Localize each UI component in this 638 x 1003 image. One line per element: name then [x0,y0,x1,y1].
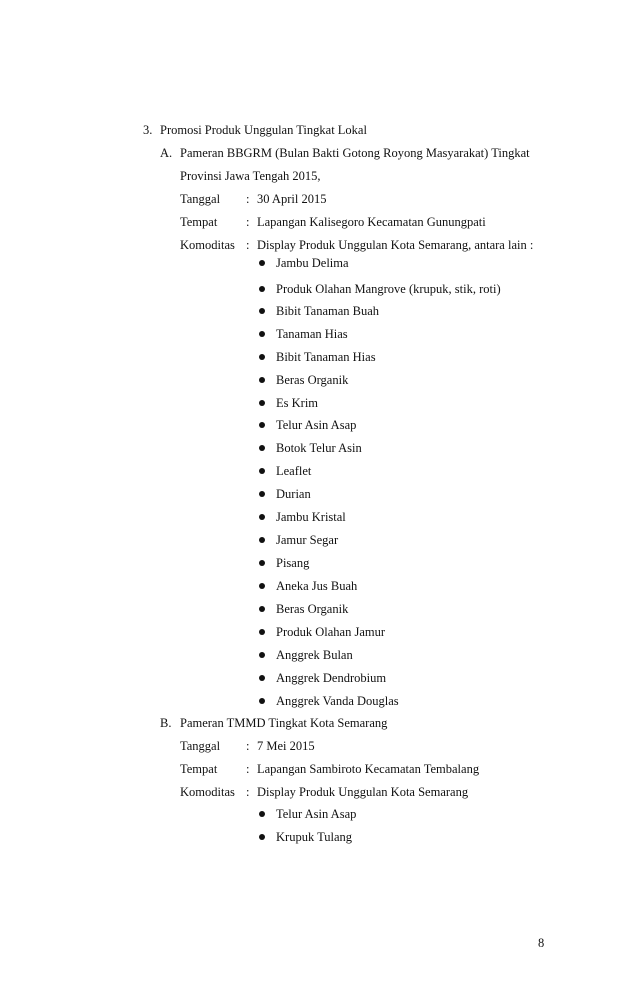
bullet-icon [259,354,265,360]
item-b-tanggal-value: 7 Mei 2015 [257,739,315,753]
bullet-icon [259,400,265,406]
item-a-komoditas-colon: : [246,238,250,252]
bullet-icon [259,560,265,566]
bullet-icon [259,652,265,658]
bullet-icon [259,514,265,520]
item-a-tanggal-label: Tanggal [180,192,221,206]
bullet-icon [259,286,265,292]
item-a-title-line1: Pameran BBGRM (Bulan Bakti Gotong Royong Masyarakat) Tingkat [180,146,530,160]
bullet-icon [259,260,265,266]
item-b-komoditas-label: Komoditas [180,785,235,799]
section-title: Promosi Produk Unggulan Tingkat Lokal [160,123,367,137]
item-a-tempat-label: Tempat [180,215,218,229]
item-b-tanggal-colon: : [246,739,250,753]
item-a-komoditas-value: Display Produk Unggulan Kota Semarang, antara lain : [257,238,534,252]
section-number: 3. [143,123,153,137]
bullet-icon [259,377,265,383]
item-a-title-line2: Provinsi Jawa Tengah 2015, [180,169,321,183]
item-a-tanggal-colon: : [246,192,250,206]
bullet-icon [259,537,265,543]
item-b-tempat-colon: : [246,762,250,776]
item-b-tempat-label: Tempat [180,762,218,776]
item-a-tempat-colon: : [246,215,250,229]
item-a-komoditas-label: Komoditas [180,238,235,252]
item-b-komoditas-colon: : [246,785,250,799]
bullet-icon [259,629,265,635]
item-b-komoditas-value: Display Produk Unggulan Kota Semarang [257,785,469,799]
item-b-tanggal-label: Tanggal [180,739,221,753]
bullet-icon [259,583,265,589]
item-b-letter: B. [160,716,172,730]
bullet-icon [259,606,265,612]
item-a-tempat-value: Lapangan Kalisegoro Kecamatan Gunungpati [257,215,486,229]
bullet-icon [259,491,265,497]
item-a-letter: A. [160,146,173,160]
item-b-tempat-value: Lapangan Sambiroto Kecamatan Tembalang [257,762,480,776]
bullet-icon [259,698,265,704]
page-number: 8 [538,936,545,950]
bullet-icon [259,422,265,428]
bullet-icon [259,308,265,314]
bullet-icon [259,331,265,337]
bullet-icon [259,811,265,817]
bullet-icon [259,445,265,451]
item-a-tanggal-value: 30 April 2015 [257,192,327,206]
bullet-icon [259,675,265,681]
bullet-icon [259,834,265,840]
item-b-title: Pameran TMMD Tingkat Kota Semarang [180,716,388,730]
bullet-icon [259,468,265,474]
